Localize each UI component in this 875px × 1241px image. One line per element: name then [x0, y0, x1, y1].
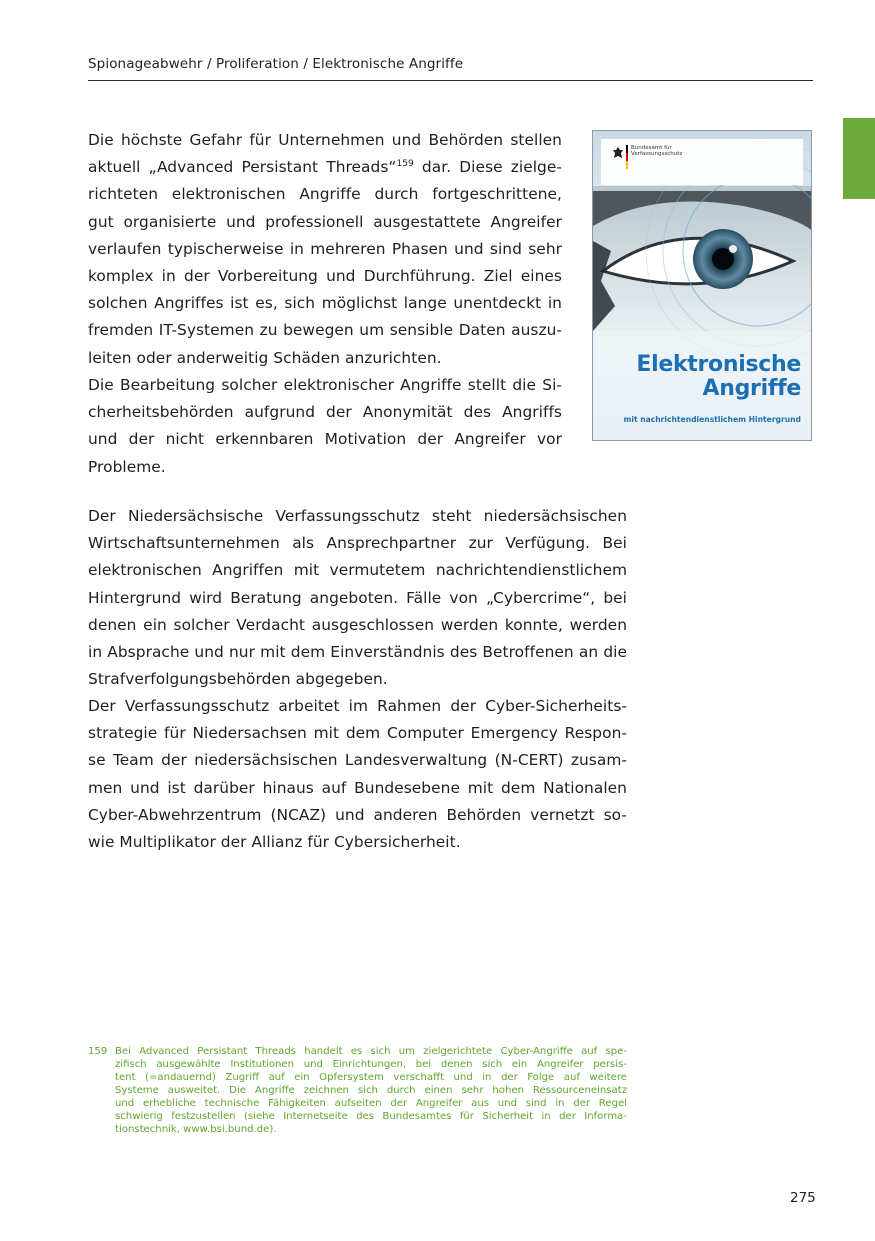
footnote-text [115, 1045, 627, 1136]
german-flag-stripe [626, 145, 628, 169]
paragraph-verfassungsschutz-contact [88, 503, 627, 693]
eagle-icon [613, 147, 623, 159]
text-line: Die Bearbeitung solcher elektronischer Angriffe stellt die Si- [88, 376, 562, 394]
text-line: Hintergrund wird Beratung angeboten. Fälle von „Cybercrime“, bei [88, 588, 627, 607]
text-line: elektronischen Angriffen mit vermutetem nachrichtendienstlichem [88, 561, 627, 580]
brochure-cover-image [592, 130, 812, 441]
text-line: cherheitsbehörden aufgrund der Anonymität des Angriffs [88, 403, 562, 422]
text-line: se Team der niedersächsischen Landesverwaltung (N-CERT) zusam- [88, 751, 627, 770]
footnote-line: und erhebliche technische Fähigkeiten aufseiten der Angreifer aus und sind in der Regel [115, 1098, 627, 1109]
text-line: Cyber-Abwehrzentrum (NCAZ) und anderen Behörden vernetzt so- [88, 805, 627, 824]
text-line: strategie für Niedersachsen mit dem Computer Emergency Respon- [88, 724, 627, 743]
footnote-line: Systeme ausweitet. Die Angriffe zeichnen sich durch einen sehr hohen Ressourceneinsatz [115, 1085, 627, 1096]
cover-org-line: Bundesamt für [631, 145, 672, 151]
paragraph-processing [88, 372, 562, 481]
text-line: Der Verfassungsschutz arbeitet im Rahmen der Cyber-Sicherheits- [88, 697, 627, 715]
text-line: Die höchste Gefahr für Unternehmen und Behörden stellen [88, 131, 562, 149]
cover-title [636, 353, 801, 401]
text-line: verlaufen typischerweise in mehreren Phasen und sind sehr [88, 239, 562, 258]
text-line-with-footnote [88, 154, 562, 181]
text-segment: dar. Diese zielge- [413, 158, 562, 177]
page-number: 275 [790, 1190, 816, 1206]
cover-org-line: Verfassungsschutz [631, 151, 683, 157]
text-line: Der Niedersächsische Verfassungsschutz steht niedersächsischen [88, 507, 627, 525]
cover-organisation [631, 145, 711, 157]
text-line: wie Multiplikator der Allianz für Cybersicherheit. [88, 833, 461, 852]
footnote-line: Bei Advanced Persistant Threads handelt es sich um zielgerichtete Cyber-Angriffe auf spe- [115, 1046, 627, 1057]
text-line: in Absprache und nur mit dem Einverständnis des Betroffenen an die [88, 643, 627, 662]
paragraph-cooperation [88, 693, 627, 856]
text-line: men und ist darüber hinaus auf Bundesebene mit dem Nationalen [88, 778, 627, 797]
text-line: Probleme. [88, 457, 166, 476]
cover-title-line: Elektronische [636, 352, 801, 377]
chapter-tab-marker [843, 118, 875, 199]
text-line: Strafverfolgungsbehörden abgegeben. [88, 670, 388, 689]
text-segment: aktuell „Advanced Persistant Threads“ [88, 158, 397, 177]
text-line: komplex in der Vorbereitung und Durchführung. Ziel eines [88, 267, 562, 286]
text-line: gut organisierte und professionell ausgestattete Angreifer [88, 212, 562, 231]
footnote-line: tent (=andauernd) Zugriff auf ein Opfersystem verschafft und in der Folge auf weitere [115, 1072, 627, 1083]
text-line: Wirtschaftsunternehmen als Ansprechpartner zur Verfügung. Bei [88, 534, 627, 553]
text-line: richteten elektronischen Angriffe durch fortgeschrittene, [88, 185, 562, 204]
text-line: leiten oder anderweitig Schäden anzurichten. [88, 348, 442, 367]
text-line: solchen Angriffes ist es, sich möglichst lange unentdeckt in [88, 294, 562, 313]
running-header: Spionageabwehr / Proliferation / Elektronische Angriffe [88, 56, 813, 81]
footnote-number: 159 [88, 1046, 108, 1057]
footnote-line: schwierig festzustellen (siehe Internetseite des Bundesamtes für Sicherheit in der Informa- [115, 1111, 627, 1122]
footnote-line: zifisch ausgewählte Institutionen und Einrichtungen, bei denen sich ein Angreifer persis- [115, 1059, 627, 1070]
text-line: denen ein solcher Verdacht ausgeschlossen werden konnte, werden [88, 615, 627, 634]
cover-subtitle: mit nachrichtendienstlichem Hintergrund [623, 415, 801, 424]
footnote-line: tionstechnik, www.bsi.bund.de). [115, 1124, 277, 1135]
text-line: und der nicht erkennbaren Motivation der Angreifer vor [88, 430, 562, 449]
text-line: fremden IT-Systemen zu bewegen um sensible Daten auszu- [88, 321, 562, 340]
cover-title-line: Angriffe [702, 376, 801, 401]
paragraph-apt-intro [88, 127, 562, 372]
footnote-reference[interactable]: 159 [396, 159, 414, 170]
